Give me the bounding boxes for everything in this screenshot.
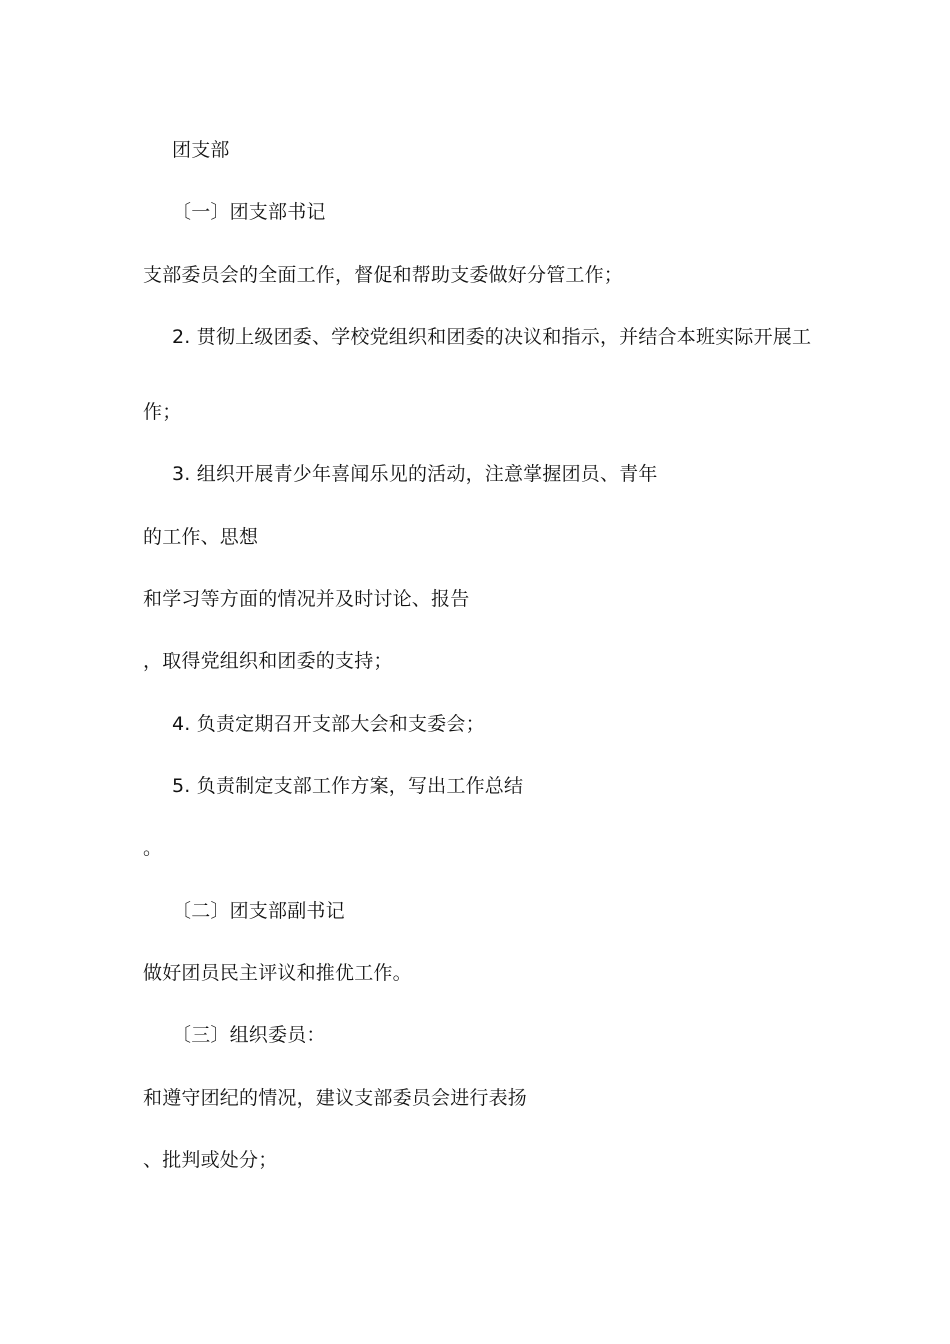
- paragraph-line: 和遵守团纪的情况，建议支部委员会进行表扬: [143, 1087, 528, 1109]
- subsection-heading-3: 〔三〕组织委员：: [172, 1024, 326, 1046]
- subsection-heading-2: 〔二〕团支部副书记: [172, 900, 345, 922]
- paragraph-line: ，取得党组织和团委的支持；: [143, 650, 393, 672]
- list-item-4: 4. 负责定期召开支部大会和支委会；: [172, 713, 485, 735]
- subsection-heading-1: 〔一〕团支部书记: [172, 201, 326, 223]
- list-item-3: 3. 组织开展青少年喜闻乐见的活动，注意掌握团员、青年: [172, 463, 658, 485]
- paragraph-line: 的工作、思想: [143, 526, 259, 548]
- paragraph-line: 支部委员会的全面工作，督促和帮助支委做好分管工作；: [143, 264, 624, 286]
- paragraph-line: 和学习等方面的情况并及时讨论、报告: [143, 588, 470, 610]
- paragraph-line: 作；: [143, 401, 182, 423]
- paragraph-line: 、批判或处分；: [143, 1149, 278, 1171]
- list-item-5: 5. 负责制定支部工作方案，写出工作总结: [172, 775, 524, 797]
- section-title: 团支部: [172, 139, 230, 161]
- paragraph-line: 做好团员民主评议和推优工作。: [143, 962, 412, 984]
- paragraph-line: 。: [143, 837, 163, 859]
- list-item-2: 2. 贯彻上级团委、学校党组织和团委的决议和指示，并结合本班实际开展工: [172, 326, 812, 348]
